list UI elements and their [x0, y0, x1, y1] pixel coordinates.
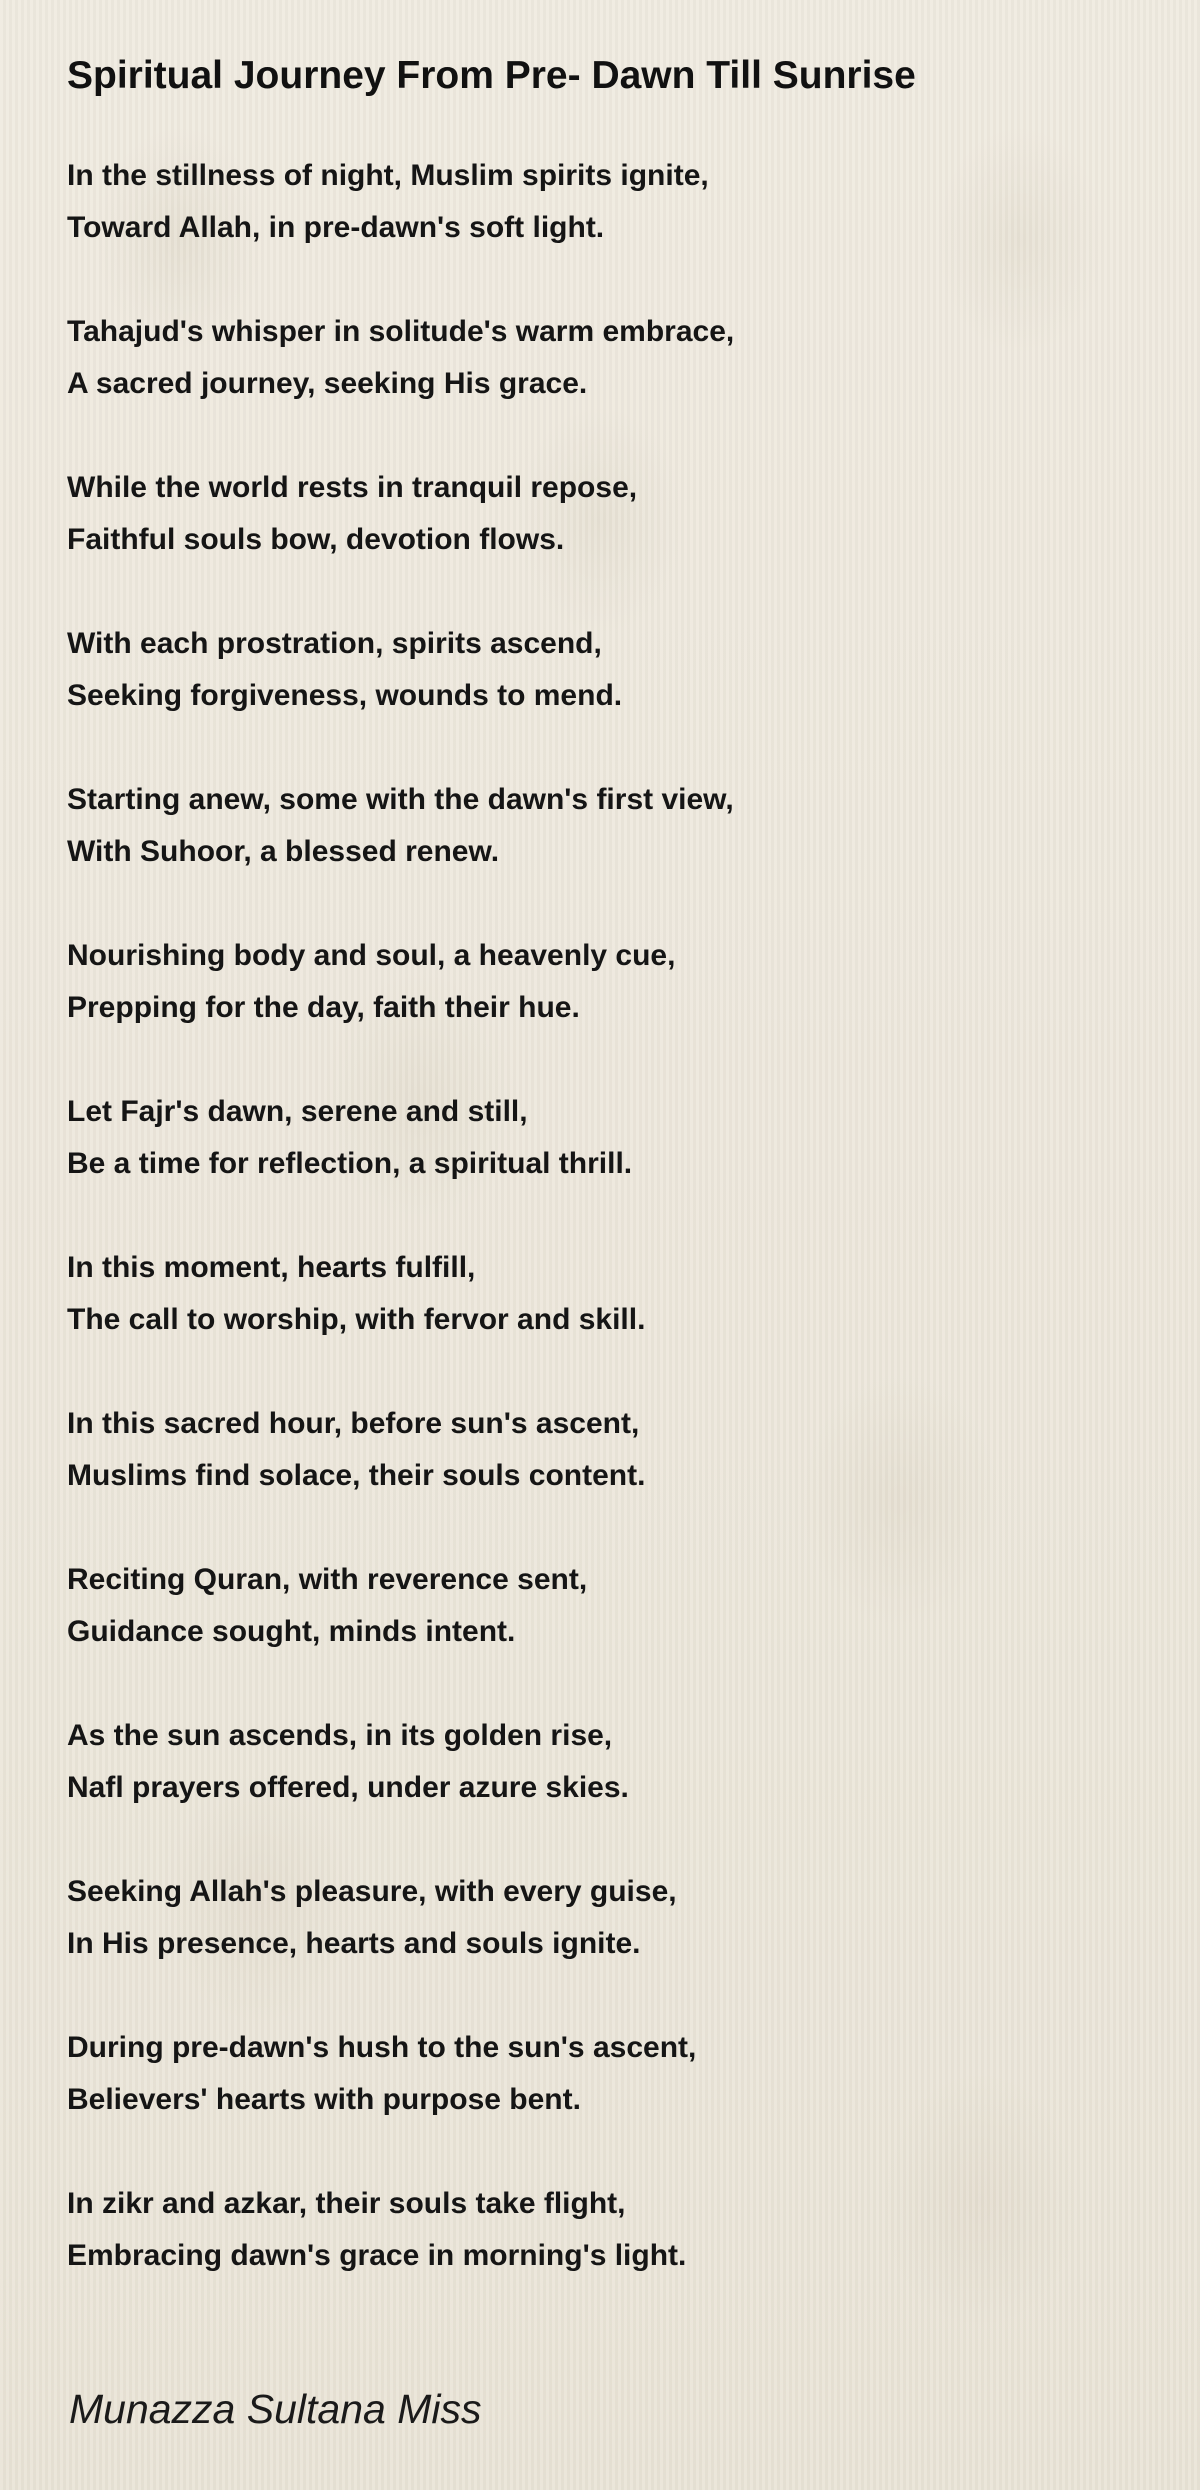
stanza — [67, 2178, 734, 2282]
poem-line: Be a time for reflection, a spiritual thrill. — [67, 1147, 633, 1180]
stanza — [67, 2022, 734, 2126]
poem-line: In this sacred hour, before sun's ascent, — [67, 1407, 640, 1440]
poem-line: Nourishing body and soul, a heavenly cue, — [67, 939, 676, 972]
stanza — [67, 618, 734, 722]
poem-title: Spiritual Journey From Pre- Dawn Till Sunrise — [67, 54, 916, 97]
poem-line: Toward Allah, in pre-dawn's soft light. — [67, 211, 605, 244]
poem-line: Seeking Allah's pleasure, with every guise, — [67, 1875, 677, 1908]
stanza — [67, 774, 734, 878]
stanza — [67, 1866, 734, 1970]
poem-line: Prepping for the day, faith their hue. — [67, 991, 580, 1024]
stanza — [67, 150, 734, 254]
poem-line: In this moment, hearts fulfill, — [67, 1251, 476, 1284]
poem-line: Muslims find solace, their souls content. — [67, 1459, 646, 1492]
stanza — [67, 930, 734, 1034]
poem-line: Guidance sought, minds intent. — [67, 1615, 516, 1648]
poem-line: Tahajud's whisper in solitude's warm embrace, — [67, 315, 735, 348]
poem-body — [67, 150, 734, 2334]
poem-line: Embracing dawn's grace in morning's light. — [67, 2239, 687, 2272]
poem-line: As the sun ascends, in its golden rise, — [67, 1719, 613, 1752]
poem-line: In His presence, hearts and souls ignite. — [67, 1927, 641, 1960]
poem-line: With each prostration, spirits ascend, — [67, 627, 602, 660]
stanza — [67, 1710, 734, 1814]
stanza — [67, 306, 734, 410]
stanza — [67, 462, 734, 566]
poem-line: A sacred journey, seeking His grace. — [67, 367, 588, 400]
poem-line: Believers' hearts with purpose bent. — [67, 2083, 581, 2116]
poem-line: With Suhoor, a blessed renew. — [67, 835, 500, 868]
poem-line: During pre-dawn's hush to the sun's ascent, — [67, 2031, 697, 2064]
poem-line: While the world rests in tranquil repose, — [67, 471, 638, 504]
stanza — [67, 1398, 734, 1502]
stanza — [67, 1086, 734, 1190]
poem-line: In zikr and azkar, their souls take flight, — [67, 2187, 626, 2220]
poem-line: Seeking forgiveness, wounds to mend. — [67, 679, 623, 712]
stanza — [67, 1242, 734, 1346]
poem-line: In the stillness of night, Muslim spirits ignite, — [67, 159, 709, 192]
poem-author: Munazza Sultana Miss — [69, 2386, 482, 2432]
poem-line: Reciting Quran, with reverence sent, — [67, 1563, 588, 1596]
poem-line: The call to worship, with fervor and skill. — [67, 1303, 646, 1336]
poem-line: Let Fajr's dawn, serene and still, — [67, 1095, 528, 1128]
poem-line: Nafl prayers offered, under azure skies. — [67, 1771, 629, 1804]
stanza — [67, 1554, 734, 1658]
poem-line: Starting anew, some with the dawn's first view, — [67, 783, 734, 816]
poem-line: Faithful souls bow, devotion flows. — [67, 523, 565, 556]
